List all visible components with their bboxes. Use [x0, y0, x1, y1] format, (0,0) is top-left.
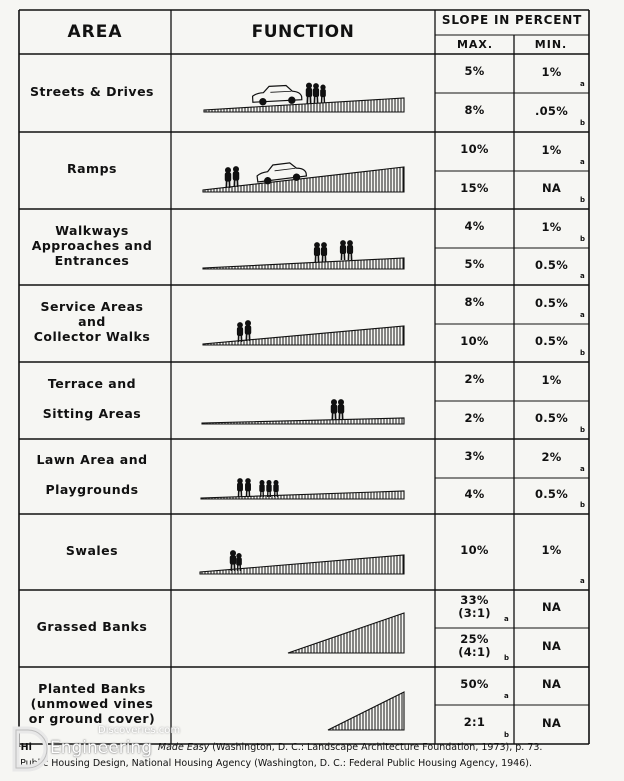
person-icon: [338, 400, 343, 420]
footnote-marker: a: [580, 158, 585, 166]
max-slope-value: 2:1: [463, 715, 486, 729]
area-label: Service Areas and Collector Walks: [33, 299, 151, 344]
max-slope-value: 25% (4:1): [458, 631, 491, 659]
min-slope-value: 2%: [541, 449, 562, 464]
slope-illustration: [203, 258, 404, 269]
area-label: Planted Banks (unmowed vines or ground cover): [28, 681, 156, 726]
footnote-marker: b: [504, 731, 510, 739]
footnote-marker: a: [580, 577, 585, 585]
person-icon: [321, 243, 326, 262]
person-icon: [245, 321, 250, 341]
header-function: FUNCTION: [251, 22, 355, 42]
person-icon: [314, 243, 319, 262]
person-icon: [233, 167, 238, 187]
max-slope-value: 2%: [464, 410, 485, 425]
person-icon: [347, 241, 352, 260]
min-slope-value: 0.5%: [534, 257, 569, 272]
person-icon: [313, 84, 318, 103]
footnote-b: ᵇPublic Housing Design, National Housing Agency (Washington, D. C.: Federal Public Housing Agency, 1946).: [16, 758, 532, 769]
footnote-a-title: Made Easy: [157, 742, 210, 753]
watermark: [4, 722, 204, 774]
min-slope-value: 1%: [541, 372, 562, 387]
area-label: Lawn Area and Playgrounds: [36, 452, 148, 497]
person-icon: [267, 481, 271, 497]
min-slope-value: 1%: [541, 219, 562, 234]
area-label: Terrace and Sitting Areas: [42, 376, 142, 421]
person-icon: [321, 85, 326, 102]
max-slope-value: 2%: [464, 372, 485, 386]
min-slope-value: 1%: [541, 64, 562, 79]
car-icon: [252, 85, 302, 106]
footnote-marker: a: [580, 272, 585, 280]
slope-illustration: [201, 491, 404, 499]
person-icon: [225, 168, 230, 188]
max-slope-value: 50%: [460, 676, 489, 691]
header-area: AREA: [67, 22, 123, 42]
max-slope-value: 10%: [460, 142, 489, 156]
header-slope: SLOPE IN PERCENT: [441, 13, 583, 27]
watermark-logo-icon: [8, 726, 48, 772]
footnote-marker: b: [580, 501, 586, 509]
footnote-marker: b: [580, 349, 586, 357]
min-slope-value: NA: [541, 600, 562, 614]
max-slope-value: 4%: [464, 486, 485, 501]
max-slope-value: 5%: [464, 257, 485, 271]
person-icon: [274, 481, 278, 497]
max-slope-value: 3%: [464, 449, 485, 463]
max-slope-value: 8%: [464, 295, 485, 309]
person-icon: [237, 323, 242, 342]
slope-illustration: [203, 326, 404, 345]
footnote-marker: a: [580, 311, 585, 319]
min-slope-value: 0.5%: [534, 487, 569, 501]
footnote-a-rest: (Washington, D. C.: Landscape Architecture Foundation, 1973), p. 73.: [212, 742, 543, 753]
person-icon: [340, 241, 345, 260]
max-slope-value: 10%: [460, 333, 489, 348]
slope-illustration: [204, 98, 404, 112]
min-slope-value: 0.5%: [534, 411, 569, 425]
min-slope-value: 0.5%: [534, 334, 569, 348]
footnote-marker: b: [580, 426, 586, 434]
area-label: Swales: [65, 542, 119, 558]
steep-slope-illustration: [288, 613, 404, 653]
max-slope-value: 10%: [460, 542, 489, 557]
min-slope-value: NA: [541, 638, 562, 653]
footnote-marker: a: [580, 80, 585, 88]
person-icon: [306, 83, 311, 103]
person-icon: [238, 479, 243, 497]
max-slope-value: 15%: [460, 180, 489, 195]
footnote-a-prefix: ᴬHi: [16, 742, 32, 753]
min-slope-value: NA: [541, 677, 562, 691]
watermark-site: Discoveries.com: [98, 725, 181, 736]
area-label: Ramps: [67, 161, 117, 176]
footnote-marker: a: [580, 465, 585, 473]
slope-illustration: [202, 418, 404, 424]
footnote-marker: b: [580, 119, 586, 127]
steep-slope-illustration: [328, 692, 404, 730]
min-slope-value: 0.5%: [534, 295, 569, 310]
header-min: MIN.: [534, 38, 568, 51]
footnote-marker: b: [580, 235, 586, 243]
person-icon: [260, 481, 264, 497]
footnote-marker: a: [504, 692, 509, 700]
header-max: MAX.: [456, 38, 494, 51]
watermark-brand: Engineering: [50, 738, 152, 758]
footnote-marker: b: [580, 196, 586, 204]
max-slope-value: 5%: [464, 64, 485, 78]
max-slope-value: 33% (3:1): [458, 593, 491, 620]
footnote-marker: b: [504, 654, 510, 662]
min-slope-value: 1%: [541, 142, 562, 157]
max-slope-value: 4%: [464, 219, 485, 233]
area-label: Grassed Banks: [36, 619, 148, 634]
min-slope-value: 1%: [541, 543, 562, 557]
min-slope-value: NA: [541, 715, 562, 730]
min-slope-value: NA: [541, 181, 562, 195]
person-icon: [230, 551, 235, 571]
min-slope-value: .05%: [534, 103, 569, 118]
area-label: Streets & Drives: [29, 83, 154, 99]
area-label: Walkways Approaches and Entrances: [31, 222, 153, 268]
person-icon: [246, 479, 251, 497]
person-icon: [331, 400, 336, 420]
max-slope-value: 8%: [464, 103, 485, 117]
footnote-marker: a: [504, 615, 509, 623]
